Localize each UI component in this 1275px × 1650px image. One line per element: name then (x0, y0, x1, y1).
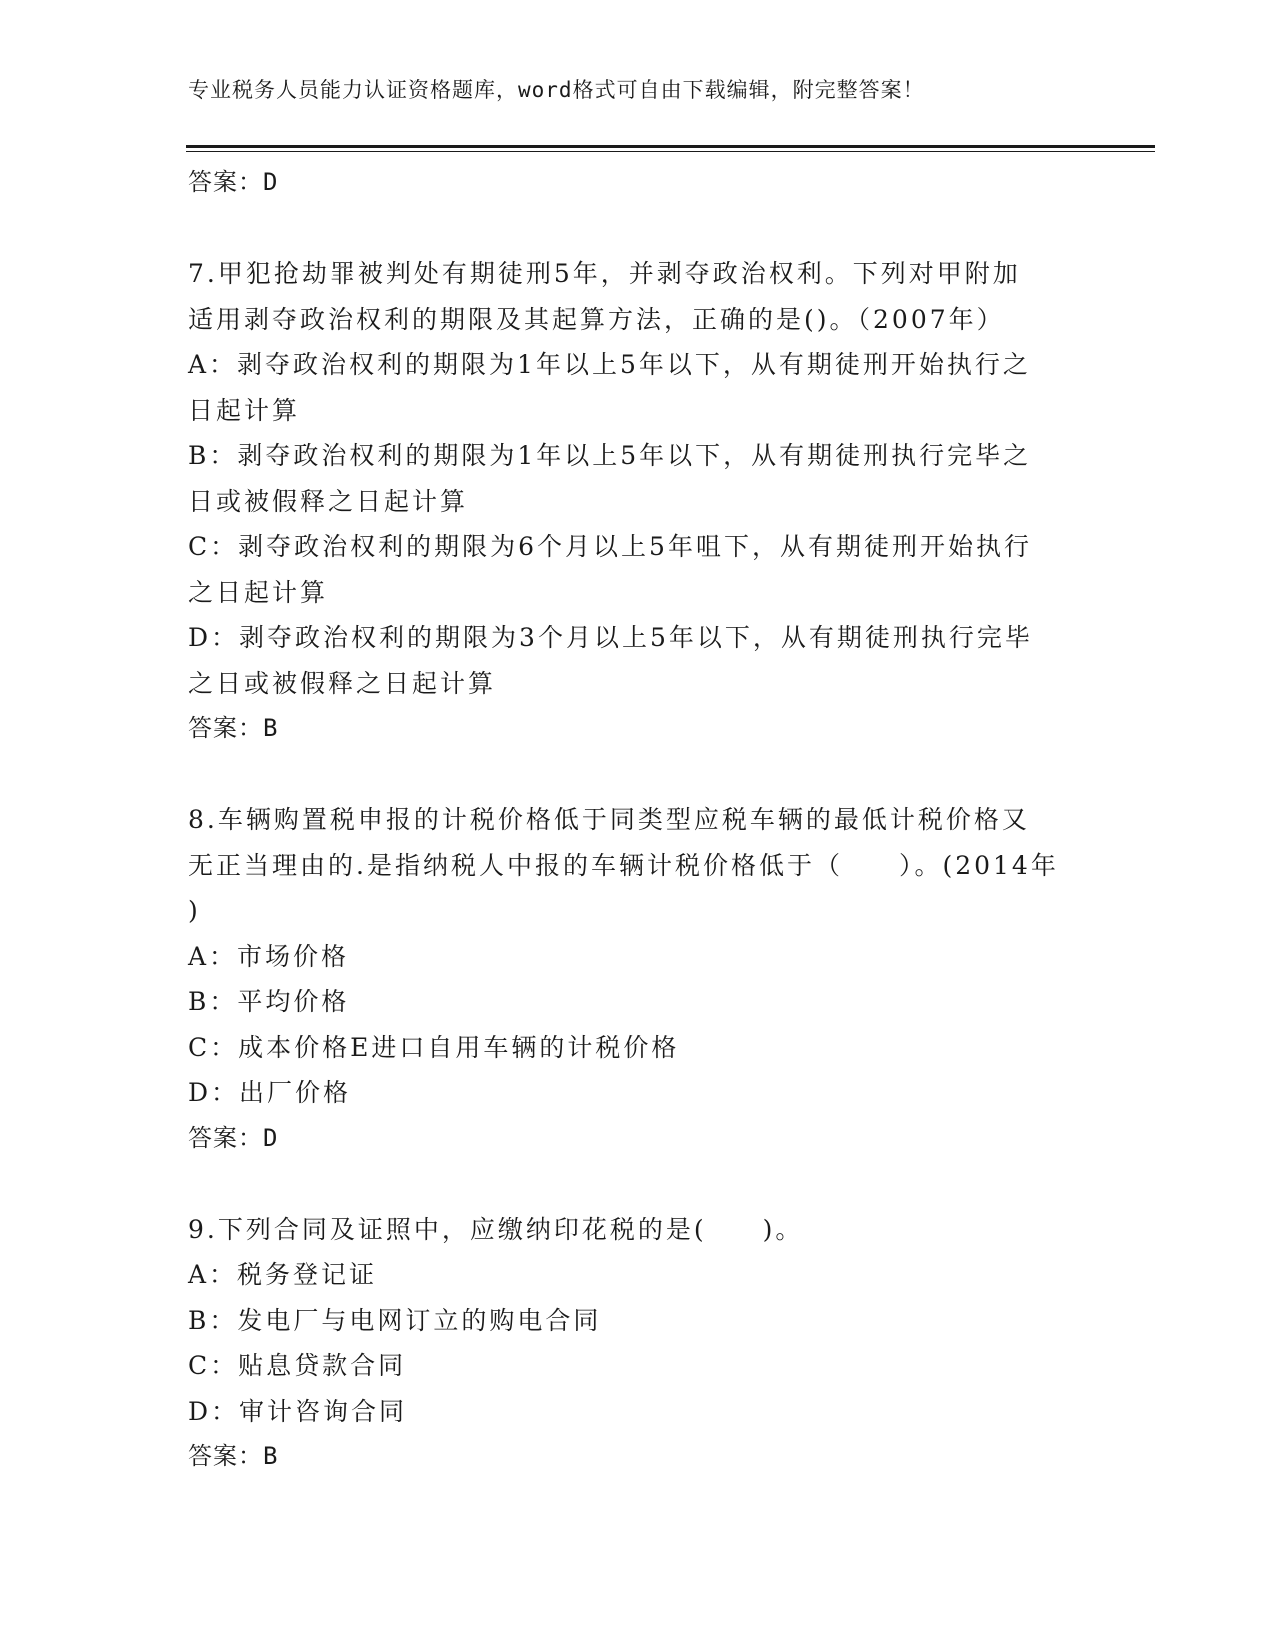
question-text: 适用剥夺政治权利的期限及其起算方法，正确的是()。（2007年） (188, 304, 1005, 334)
question-text: 9.下列合同及证照中，应缴纳印花税的是( )。 (188, 1214, 804, 1244)
question-9 (188, 1207, 1088, 1480)
header-rule-thin (186, 151, 1155, 152)
option-b: B：发电厂与电网订立的购电合同 (188, 1305, 602, 1335)
option-d-cont: 之日或被假释之日起计算 (188, 668, 497, 698)
question-text: 无正当理由的.是指纳税人中报的车辆计税价格低于（ ）。(2014年 (188, 850, 1059, 880)
option-a: A：市场价格 (188, 941, 350, 971)
header-rule (186, 145, 1155, 148)
document-body (188, 160, 1088, 1480)
option-a: A：税务登记证 (188, 1260, 378, 1289)
option-d: D：剥夺政治权利的期限为3个月以上5年以下，从有期徒刑执行完毕 (188, 623, 1033, 652)
answer: 答案：B (188, 1442, 279, 1470)
option-b: B：平均价格 (188, 987, 350, 1016)
option-b: B：剥夺政治权利的期限为1年以上5年以下，从有期徒刑执行完毕之 (188, 441, 1032, 470)
option-c-cont: 之日起计算 (188, 577, 329, 607)
option-d: D：出厂价格 (188, 1078, 352, 1107)
answer: 答案：B (188, 714, 279, 742)
question-text: 8.车辆购置税申报的计税价格低于同类型应税车辆的最低计税价格又 (188, 805, 1030, 834)
option-c: C：成本价格E进口自用车辆的计税价格 (188, 1032, 680, 1062)
option-c: C：剥夺政治权利的期限为6个月以上5年咀下，从有期徒刑开始执行 (188, 532, 1032, 561)
question-7 (188, 251, 1088, 752)
option-a: A：剥夺政治权利的期限为1年以上5年以下，从有期徒刑开始执行之 (188, 350, 1031, 379)
option-d: D：审计咨询合同 (188, 1396, 408, 1426)
option-c: C：贴息贷款合同 (188, 1351, 407, 1380)
answer: 答案：D (188, 1123, 279, 1152)
option-b-cont: 日或被假释之日起计算 (188, 486, 469, 516)
option-a-cont: 日起计算 (188, 395, 301, 425)
page-header: 专业税务人员能力认证资格题库，word格式可自由下载编辑，附完整答案！ (188, 78, 925, 102)
question-text: 7.甲犯抢劫罪被判处有期徒刑5年，并剥夺政治权利。下列对甲附加 (188, 259, 1021, 288)
question-text: ) (188, 896, 201, 925)
answer-previous: 答案：D (188, 168, 279, 196)
question-8 (188, 797, 1088, 1161)
